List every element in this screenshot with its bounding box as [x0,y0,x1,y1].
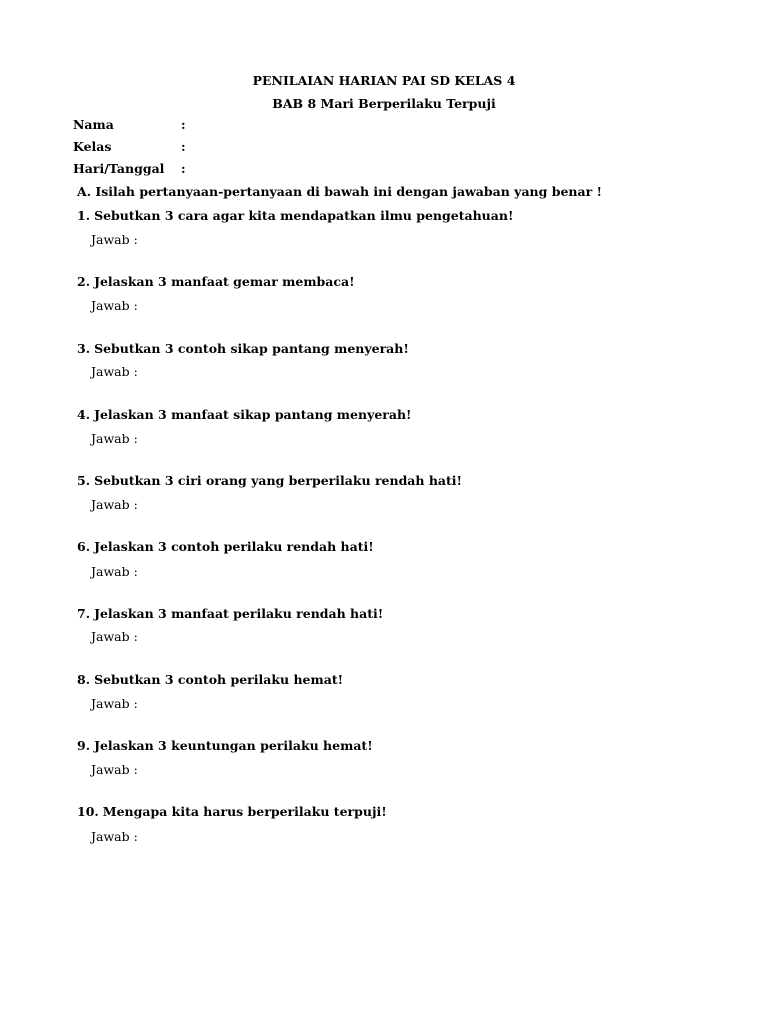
question-number: 10. [77,804,99,819]
answer-label: Jawab : [91,431,138,446]
question-number: 9. [77,738,91,753]
question-item [77,606,383,621]
identity-label: Kelas [73,139,112,154]
question-number: 8. [77,672,91,687]
question-item [77,473,462,488]
question-number: 2. [77,274,91,289]
question-item [77,341,409,356]
answer-label: Jawab : [91,497,138,512]
page-subtitle: BAB 8 Mari Berperilaku Terpuji [272,96,496,111]
answer-label: Jawab : [91,564,138,579]
question-item [77,738,373,753]
question-text: Sebutkan 3 contoh sikap pantang menyerah! [94,341,409,356]
question-number: 5. [77,473,91,488]
question-text: Jelaskan 3 manfaat gemar membaca! [94,274,355,289]
answer-label: Jawab : [91,232,138,247]
identity-label: Nama [73,117,114,132]
question-item [77,672,343,687]
identity-colon: : [181,139,186,154]
question-text: Sebutkan 3 ciri orang yang berperilaku rendah hati! [94,473,463,488]
question-item [77,407,412,422]
answer-label: Jawab : [91,629,138,644]
question-number: 4. [77,407,91,422]
question-text: Jelaskan 3 manfaat perilaku rendah hati! [94,606,384,621]
question-text: Sebutkan 3 cara agar kita mendapatkan ilmu pengetahuan! [94,208,514,223]
identity-row-hari-tanggal [73,161,186,176]
answer-label: Jawab : [91,829,138,844]
identity-row-kelas [73,139,186,154]
question-number: 6. [77,539,91,554]
identity-row-nama [73,117,186,132]
identity-colon: : [181,161,186,176]
question-number: 7. [77,606,91,621]
answer-label: Jawab : [91,762,138,777]
question-number: 3. [77,341,91,356]
question-item [77,274,355,289]
instruction-text: A. Isilah pertanyaan-pertanyaan di bawah ini dengan jawaban yang benar ! [77,184,603,199]
identity-label: Hari/Tanggal [73,161,165,176]
question-text: Jelaskan 3 manfaat sikap pantang menyerah! [94,407,412,422]
question-item [77,539,374,554]
question-item [77,208,513,223]
answer-label: Jawab : [91,696,138,711]
question-text: Sebutkan 3 contoh perilaku hemat! [94,672,344,687]
question-text: Mengapa kita harus berperilaku terpuji! [102,804,387,819]
question-number: 1. [77,208,91,223]
page-title: PENILAIAN HARIAN PAI SD KELAS 4 [252,73,516,88]
answer-label: Jawab : [91,364,138,379]
identity-colon: : [181,117,186,132]
answer-label: Jawab : [91,298,138,313]
question-text: Jelaskan 3 contoh perilaku rendah hati! [94,539,374,554]
question-item [77,804,387,819]
question-text: Jelaskan 3 keuntungan perilaku hemat! [94,738,373,753]
